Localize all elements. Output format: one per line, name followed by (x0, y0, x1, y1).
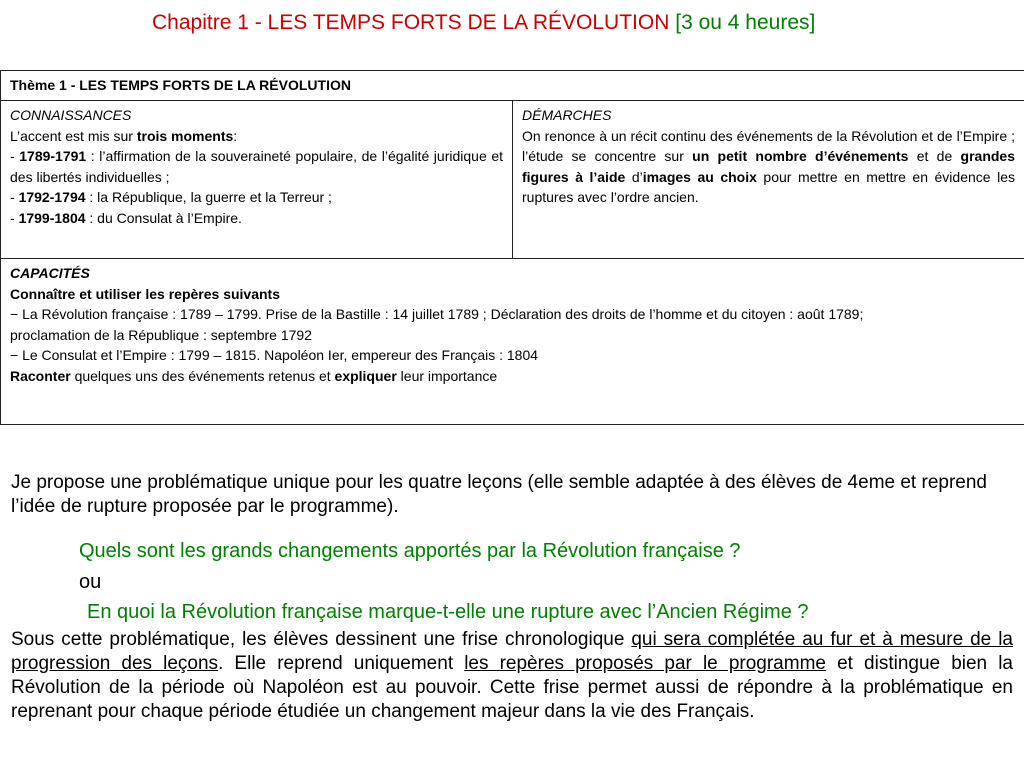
demarches-p3: d’ (625, 168, 643, 185)
connaissances-item (10, 208, 503, 229)
slide-title (0, 8, 1024, 40)
problematique-question-1: Quels sont les grands changements apportés par la Révolution française ? (79, 540, 741, 562)
item-date: 1792-1794 (18, 189, 86, 205)
demarches-p1: On renonce à un récit continu des événements de la Révolution et de l’Empire ; l’étude se concentre sur (522, 127, 1015, 164)
title-duration: [3 ou 4 heures] (675, 11, 816, 34)
final-p1: Sous cette problématique, les élèves dessinent une frise chronologique (11, 629, 632, 650)
intro-text: Je propose une problématique unique pour les quatre leçons (elle semble adaptée à des élèves de 4eme et reprend l’idée de rupture proposée par le programme). (11, 472, 987, 517)
capacites-line: proclamation de la République : septembre 1792 (10, 326, 312, 343)
item-dash: - (10, 189, 19, 205)
item-dash: - (10, 148, 20, 164)
final-p2: . Elle reprend uniquement (218, 653, 465, 674)
final-p3: et distingue bien la Révolution de la période où Napoléon est au pouvoir. Cette frise permet aussi de répondre à la problématique en reprenant pour chaque période étudiée un changement majeur dans la vie des Français. (11, 653, 1013, 722)
demarches-p4: pour mettre en mettre en évidence les ruptures avec l’ordre ancien. (522, 168, 1015, 205)
title-main: Chapitre 1 - LES TEMPS FORTS DE LA RÉVOLUTION (152, 11, 670, 34)
demarches-p2: et de (908, 148, 961, 164)
table-header: Thème 1 - LES TEMPS FORTS DE LA RÉVOLUTION (1, 71, 1024, 101)
capacites-raconter (10, 366, 1015, 387)
demarches-b3: images au choix (642, 168, 757, 185)
capacites-cell (1, 259, 1024, 425)
item-text: : la République, la guerre et la Terreur ; (85, 189, 332, 205)
ou-connector: ou (79, 571, 102, 593)
item-text: : l’affirmation de la souveraineté populaire, de l’égalité juridique et des libertés individuelles ; (10, 148, 503, 185)
program-table (0, 70, 1024, 425)
demarches-b2: grandes figures à l’aide (522, 148, 1016, 185)
final-underline-2: les repères proposés par le programme (464, 653, 826, 674)
demarches-b1: un petit nombre d’événements (692, 148, 909, 164)
capacites-line: − Le Consulat et l’Empire : 1799 – 1815. Napoléon Ier, empereur des Français : 1804 (10, 347, 539, 363)
expliquer-text: leur importance (396, 367, 498, 384)
intro-paragraph (11, 471, 1013, 519)
intro-prefix: L’accent est mis sur (10, 127, 137, 144)
connaissances-item (10, 187, 503, 208)
connaissances-item (10, 146, 503, 187)
problematique-question-2: En quoi la Révolution française marque-t-elle une rupture avec l’Ancien Régime ? (87, 601, 809, 623)
demarches-cell (513, 101, 1024, 259)
item-date: 1789-1791 (19, 148, 87, 164)
connaissances-cell (1, 101, 513, 259)
capacites-line: − La Révolution française : 1789 – 1799. Prise de la Bastille : 14 juillet 1789 ; Déclaration des droits de l’homme et du citoyen : août 1789; (10, 306, 864, 322)
raconter-bold: Raconter (10, 367, 71, 384)
connaissances-heading: CONNAISSANCES (10, 107, 132, 123)
demarches-text (522, 126, 1015, 208)
expliquer-bold: expliquer (334, 367, 397, 384)
demarches-heading: DÉMARCHES (522, 107, 612, 123)
capacites-subheading: Connaître et utiliser les repères suivants (10, 285, 280, 302)
connaissances-intro (10, 126, 503, 147)
item-dash: - (10, 209, 19, 226)
final-underline-1: qui sera complétée au fur et à mesure de la progression des leçons (11, 629, 1013, 674)
raconter-text: quelques uns des événements retenus et (70, 367, 335, 384)
intro-bold: trois moments (136, 127, 234, 144)
item-text: : du Consulat à l’Empire. (85, 209, 242, 226)
item-date: 1799-1804 (18, 209, 86, 226)
capacites-heading: CAPACITÉS (10, 265, 90, 281)
intro-suffix: : (233, 127, 238, 144)
final-paragraph (11, 628, 1013, 724)
